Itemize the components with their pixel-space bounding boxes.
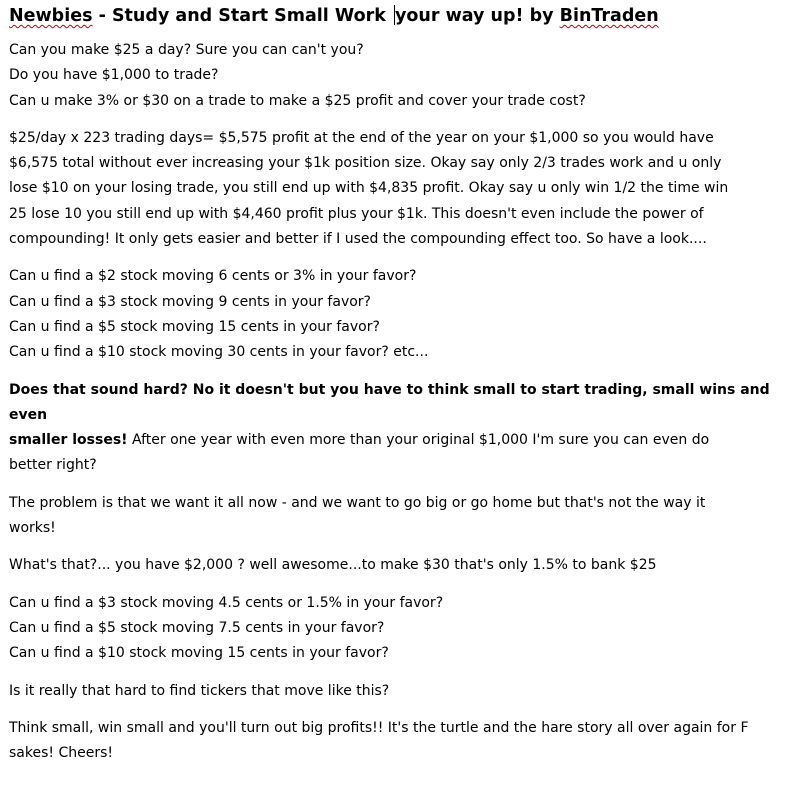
paragraph-2: $25/day x 223 trading days= $5,575 profit at the end of the year on your $1,000 so you would have $6,575 total without ever increasing your $1k position size. Okay say only 2/3 trades work and u only lose $10 on your losing trade, you still end up with $4,835 profit. Okay say u only win 1/2 the time win 25 lose 10 you still end up with $4,460 profit plus your $1k. This doesn't even include the power of compounding! It only gets easier and better if I used the compounding effect too. So have a look.... [9,129,729,248]
paragraph-5: The problem is that we want it all now - and we want to go big or go home but that's not the way it works! [9,494,706,537]
paragraph-6: What's that?... you have $2,000 ? well awesome...to make $30 that's only 1.5% to bank $25 [9,557,657,574]
paragraph-7: Can u find a $3 stock moving 4.5 cents or 1.5% in your favor? Can u find a $5 stock moving 7.5 cents in your favor? Can u find a $10 stock moving 15 cents in your favor? [9,594,444,662]
document-title [9,0,797,28]
paragraph-9: Think small, win small and you'll turn out big profits!! It's the turtle and the hare story all over again for F sakes! Cheers! [9,719,749,762]
title-word-bintraden: BinTraden [559,6,659,26]
paragraph-4 [9,378,797,479]
paragraph-1: Can you make $25 a day? Sure you can can't you? Do you have $1,000 to trade? Can u make 3% or $30 on a trade to make a $25 profit and cover your trade cost? [9,42,586,109]
title-word-newbies: Newbies [9,6,93,26]
paragraph-3: Can u find a $2 stock moving 6 cents or 3% in your favor? Can u find a $3 stock moving 9 cents in your favor? Can u find a $5 stock moving 15 cents in your favor? Can u find a $10 stock moving 30 cents in your favor? etc... [9,268,429,361]
paragraph-4-bold: Does that sound hard? No it doesn't but you have to think small to start trading, small wins and even smaller losses! [9,381,770,449]
title-end: your way up! by [394,6,560,26]
paragraph-8: Is it really that hard to find tickers that move like this? [9,682,390,699]
paragraph-4-rest: After one year with even more than your original $1,000 I'm sure you can even do better right? [9,432,710,474]
title-middle: - Study and Start Small Work [92,6,392,26]
